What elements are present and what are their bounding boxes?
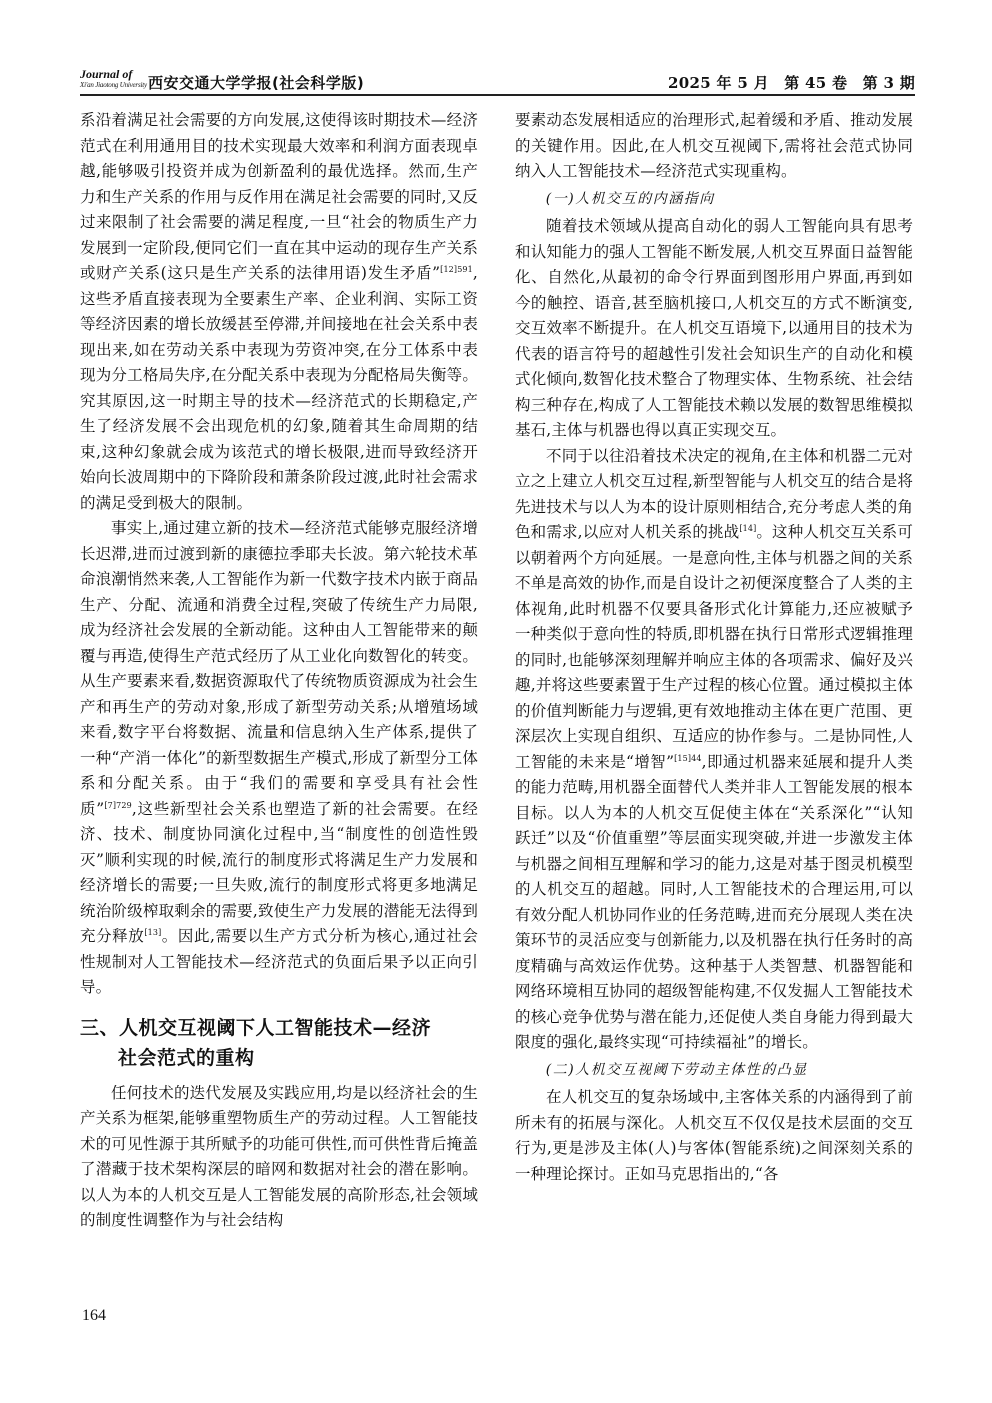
paragraph: 系沿着满足社会需要的方向发展,这使得该时期技术—经济范式在利用通用目的技术实现最大效率和利润方面表现卓越,能够吸引投资并成为创新盈利的最优选择。然而,生产力和生产关系的作用与反作用在满足社会需要的同时,又反过来限制了社会需要的满足程度,一旦“社会的物质生产力发展到一定阶段,便同它们一直在其中运动的现存生产关系或财产关系(这只是生产关系的法律用语)发生矛盾”$^{[12]591}$,这些矛盾直接表现为全要素生产率、企业利润、实际工资等经济因素的增长放缓甚至停滞,并间接地在社会关系中表现出来,如在劳动关系中表现为劳资冲突,在分工体系中表现为分工格局失序,在分配关系中表现为分配格局失衡等。究其原因,这一时期主导的技术—经济范式的长期稳定,产生了经济发展不会出现危机的幻象,随着其生命周期的结束,这种幻象就会成为该范式的增长极限,进而导致经济开始向长波周期中的下降阶段和萧条阶段过渡,此时社会需求的满足受到极大的限制。 xyxy=(80,111,478,512)
left-column xyxy=(80,108,478,1234)
citation-ref: [12]591 xyxy=(440,264,473,274)
paragraph: 要素动态发展相适应的治理形式,起着缓和矛盾、推动发展的关键作用。因此,在人机交互视阈下,需将社会范式协同纳入人工智能技术—经济范式实现重构。 xyxy=(515,111,913,180)
paragraph: 事实上,通过建立新的技术—经济范式能够克服经济增长迟滞,进而过渡到新的康德拉季耶夫长波。第六轮技术革命浪潮悄然来袭,人工智能作为新一代数字技术内嵌于商品生产、分配、流通和消费全过程,突破了传统生产力局限,成为经济社会发展的全新动能。这种由人工智能带来的颠覆与再造,使得生产范式经历了从工业化向数智化的转变。从生产要素来看,数据资源取代了传统物质资源成为社会生产和再生产的劳动对象,形成了新型劳动关系;从增殖场域来看,数字平台将数据、流量和信息纳入生产体系,提供了一种“产消一体化”的新型数据生产模式,形成了新型分工体系和分配关系。由于“我们的需要和享受具有社会性质”$^{[7]729}$,这些新型社会关系也塑造了新的社会需要。在经济、技术、制度协同演化过程中,当“制度性的创造性毁灭”顺利实现的时候,流行的制度形式将满足生产力发展和经济增长的需要;一旦失败,流行的制度形式将更多地满足统治阶级榨取剩余的需要,致使生产力发展的潜能无法得到充分释放[13]。因此,需要以生产方式分析为核心,通过社会性规制对人工智能技术—经济范式的负面后果予以正向引导。 xyxy=(80,519,478,996)
paragraph: 不同于以往沿着技术决定的视角,在主体和机器二元对立之上建立人机交互过程,新型智能与人机交互的结合是将先进技术与以人为本的设计原则相结合,充分考虑人类的角色和需求,以应对人机关系的挑战[14]。这种人机交互关系可以朝着两个方向延展。一是意向性,主体与机器之间的关系不单是高效的协作,而是自设计之初便深度整合了人类的主体视角,此时机器不仅要具备形式化计算能力,还应被赋予一种类似于意向性的特质,即机器在执行日常形式逻辑推理的同时,也能够深刻理解并响应主体的各项需求、偏好及兴趣,并将这些要素置于生产过程的核心位置。通过模拟主体的价值判断能力与逻辑,更有效地推动主体在更广范围、更深层次上实现自组织、互适应的协作参与。二是协同性,人工智能的未来是“增智”$^{[15]44}$,即通过机器来延展和提升人类的能力范畴,用机器全面替代人类并非人工智能发展的根本目标。以人为本的人机交互促使主体在“关系深化”“认知跃迁”以及“价值重塑”等层面实现突破,并进一步激发主体与机器之间相互理解和学习的能力,这是对基于图灵机模型的人机交互的超越。同时,人工智能技术的合理运用,可以有效分配人机协同作业的任务范畴,进而充分展现人类在决策环节的灵活应变与创新能力,以及机器在执行任务时的高度精确与高效运作优势。这种基于人类智慧、机器智能和网络环境相互协同的超级智能构建,不仅发掘人工智能技术的核心竞争优势与潜在能力,还促使人类自身能力得到最大限度的强化,最终实现“可持续福祉”的增长。 xyxy=(515,446,913,1051)
subsection-heading: (一)人机交互的内涵指向 xyxy=(545,190,715,207)
citation-ref: [15]44 xyxy=(674,753,702,763)
section-heading xyxy=(80,1013,478,1073)
journal-name: 西安交通大学学报(社会科学版) xyxy=(148,74,365,92)
paragraph: 任何技术的迭代发展及实践应用,均是以经济社会的生产关系为框架,能够重塑物质生产的劳动过程。人工智能技术的可见性源于其所赋予的功能可供性,而可供性背后掩盖了潜藏于技术架构深层的暗网和数据对社会的潜在影响。以人为本的人机交互是人工智能发展的高阶形态,社会领域的制度性调整作为与社会结构 xyxy=(80,1083,478,1229)
citation-ref: [14] xyxy=(739,523,757,533)
section-heading-line2: 社会范式的重构 xyxy=(118,1046,255,1069)
citation-ref: [7]729 xyxy=(104,800,132,810)
logo-line1: Journal of xyxy=(80,67,133,81)
right-column xyxy=(515,108,913,1187)
issue-info: 2025 年 5 月 第 45 卷 第 3 期 xyxy=(668,74,915,92)
running-header xyxy=(80,68,915,96)
header-rule xyxy=(80,94,915,96)
page-number: 164 xyxy=(82,1307,106,1324)
logo-line2: Xi'an Jiaotong University xyxy=(80,81,147,89)
journal-logo xyxy=(80,68,148,90)
paragraph: 随着技术领域从提高自动化的弱人工智能向具有思考和认知能力的强人工智能不断发展,人机交互界面日益智能化、自然化,从最初的命令行界面到图形用户界面,再到如今的触控、语音,甚至脑机接口,人机交互的方式不断演变,交互效率不断提升。在人机交互语境下,以通用目的技术为代表的语言符号的超越性引发社会知识生产的自动化和模式化倾向,数智化技术整合了物理实体、生物系统、社会结构三种存在,构成了人工智能技术赖以发展的数智思维模拟基石,主体与机器也得以真正实现交互。 xyxy=(515,217,913,439)
section-heading-line1: 三、人机交互视阈下人工智能技术—经济 xyxy=(80,1016,432,1039)
paragraph: 在人机交互的复杂场域中,主客体关系的内涵得到了前所未有的拓展与深化。人机交互不仅仅是技术层面的交互行为,更是涉及主体(人)与客体(智能系统)之间深刻关系的一种理论探讨。正如马克思指出的,“各 xyxy=(515,1088,913,1183)
subsection-heading: (二)人机交互视阈下劳动主体性的凸显 xyxy=(545,1061,808,1078)
citation-ref: [13] xyxy=(144,927,162,937)
